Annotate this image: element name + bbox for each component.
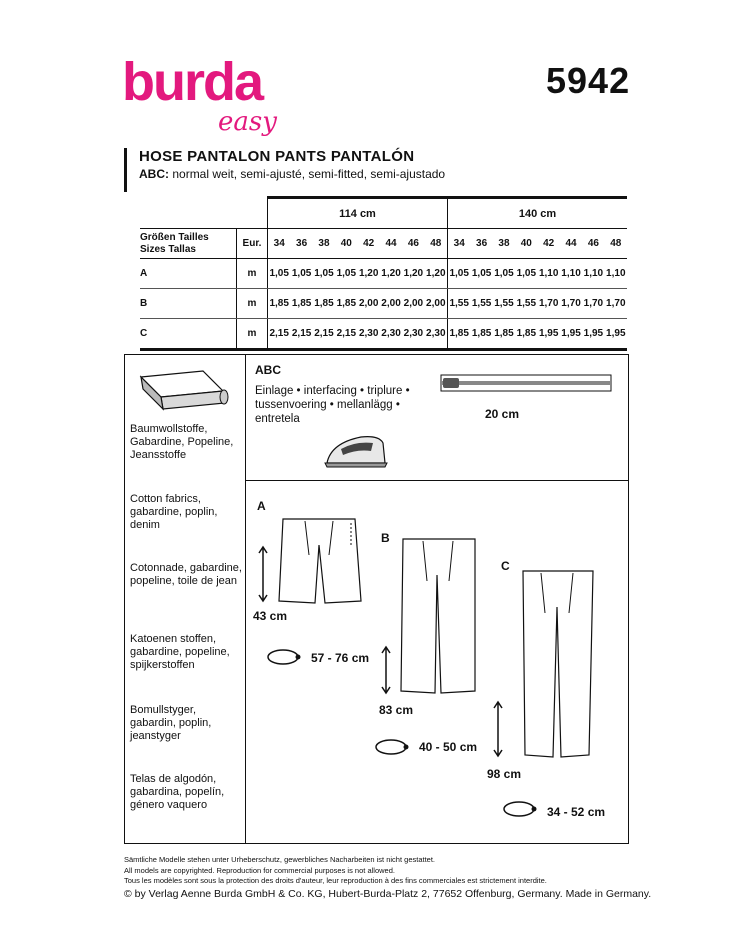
sizes-label-en-es: Sizes Tallas xyxy=(140,243,196,255)
hem-width-b: 40 - 50 cm xyxy=(419,740,478,754)
size-header-cell: 34 xyxy=(448,229,471,259)
yardage-cell: 1,05 xyxy=(448,259,471,289)
yardage-cell: 1,70 xyxy=(582,289,604,319)
yardage-cell: 2,30 xyxy=(381,328,401,339)
yardage-cell: 1,55 xyxy=(493,289,515,319)
svg-text:easy: easy xyxy=(218,107,277,137)
yardage-cell: 1,85 xyxy=(268,289,291,319)
zipper-length: 20 cm xyxy=(485,407,520,421)
horizontal-divider xyxy=(245,480,628,481)
yardage-cell: 2,00 xyxy=(380,289,402,319)
row-view-label: B xyxy=(140,289,237,319)
page-title: HOSE PANTALON PANTS PANTALÓN xyxy=(139,148,415,165)
size-header-cell: 40 xyxy=(335,229,357,259)
pattern-number: 5942 xyxy=(546,60,631,101)
yardage-cell: 2,30 xyxy=(426,328,446,339)
yardage-cell: 2,15 xyxy=(291,328,312,339)
yardage-cell: 1,55 xyxy=(470,289,492,319)
size-header-cell: 48 xyxy=(605,229,627,259)
size-header-cell: 42 xyxy=(538,229,560,259)
yardage-cell: 2,00 xyxy=(402,289,424,319)
table-row xyxy=(140,289,627,319)
svg-text:burda: burda xyxy=(122,52,263,112)
subtitle-views: ABC: xyxy=(139,167,169,181)
yardage-cell: 1,85 xyxy=(313,289,335,319)
yardage-cell: 1,85 xyxy=(516,328,537,339)
yardage-cell: 1,20 xyxy=(358,259,380,289)
interfacing-line: tussenvoering • mellanlägg • xyxy=(255,399,400,411)
yardage-cell: 2,15 xyxy=(314,328,334,339)
yardage-cell: 2,30 xyxy=(358,328,379,339)
hem-width-icon-b xyxy=(373,737,413,757)
yardage-cell: 1,05 xyxy=(470,259,492,289)
shorts-drawing-a xyxy=(275,515,365,607)
yardage-cell: 1,70 xyxy=(538,289,560,319)
length-b: 83 cm xyxy=(379,703,414,717)
yardage-cell: 1,85 xyxy=(335,289,357,319)
size-header-cell: 38 xyxy=(313,229,335,259)
interfacing-line: entretela xyxy=(255,413,300,425)
yardage-cell: 1,05 xyxy=(515,259,537,289)
yardage-cell: 2,15 xyxy=(336,328,357,339)
yardage-cell: 1,85 xyxy=(471,328,492,339)
yardage-cell: 1,05 xyxy=(335,259,357,289)
hem-width-a: 57 - 76 cm xyxy=(311,651,370,665)
fabric-sv: Bomullstyger, gabardin, poplin, jeanstyger xyxy=(130,704,212,742)
size-header-cell: 44 xyxy=(560,229,582,259)
yardage-cell: 2,00 xyxy=(425,289,448,319)
zipper-icon xyxy=(437,369,617,399)
length-arrow-a xyxy=(257,545,269,603)
copyright: © by Verlag Aenne Burda GmbH & Co. KG, Hubert-Burda-Platz 2, 77652 Offenburg, Germany. Made in Germany. xyxy=(124,888,652,900)
size-header-cell: 42 xyxy=(358,229,380,259)
yardage-cell: 1,95 xyxy=(606,328,626,339)
yardage-cell: 1,70 xyxy=(605,289,627,319)
size-header-cell: 36 xyxy=(290,229,312,259)
fabric-nl: Katoenen stoffen, gabardine, popeline, spijkerstoffen xyxy=(130,633,230,671)
sizes-label xyxy=(140,229,237,259)
yardage-cell: 1,05 xyxy=(268,259,291,289)
yardage-cell: 1,10 xyxy=(538,259,560,289)
hem-width-c: 34 - 52 cm xyxy=(547,805,606,819)
subtitle xyxy=(139,167,445,181)
yardage-cell: 1,55 xyxy=(448,289,471,319)
view-letter-c: C xyxy=(501,559,510,573)
iron-icon xyxy=(321,427,391,471)
fabric-fr: Cotonnade, gabardine, popeline, toile de jean xyxy=(130,562,242,587)
hem-width-icon-a xyxy=(265,647,305,667)
yardage-cell: 1,20 xyxy=(380,259,402,289)
yardage-cell: 1,85 xyxy=(494,328,514,339)
size-header-cell: 38 xyxy=(493,229,515,259)
fabric-de: Baumwollstoffe, Gabardine, Popeline, Jeansstoffe xyxy=(130,423,234,461)
yardage-cell: 1,05 xyxy=(313,259,335,289)
pants-drawing-b xyxy=(395,535,481,699)
fabric-width-140: 140 cm xyxy=(448,198,628,229)
size-header-cell: 46 xyxy=(402,229,424,259)
yardage-cell: 1,10 xyxy=(605,259,627,289)
yardage-cell: 1,95 xyxy=(583,328,604,339)
yardage-table xyxy=(140,196,627,351)
yardage-cell: 1,05 xyxy=(290,259,312,289)
fabric-en: Cotton fabrics, gabardine, poplin, denim xyxy=(130,493,218,531)
yardage-cell: 1,70 xyxy=(560,289,582,319)
length-arrow-c xyxy=(492,700,504,758)
yardage-cell: 1,85 xyxy=(448,319,471,350)
row-unit: m xyxy=(237,319,268,350)
interfacing-line: Einlage • interfacing • triplure • xyxy=(255,385,410,397)
size-header-cell: 44 xyxy=(380,229,402,259)
vertical-divider xyxy=(245,355,246,843)
yardage-cell: 2,00 xyxy=(358,289,380,319)
fabric-and-views-panel xyxy=(124,354,629,844)
fabric-roll-icon xyxy=(133,363,233,411)
fabric-width-114: 114 cm xyxy=(268,198,448,229)
row-unit: m xyxy=(237,289,268,319)
yardage-cell: 1,95 xyxy=(561,328,581,339)
yardage-cell: 2,15 xyxy=(268,319,291,350)
yardage-cell: 1,10 xyxy=(560,259,582,289)
length-arrow-b xyxy=(380,645,392,695)
table-row xyxy=(140,319,627,350)
view-letter-a: A xyxy=(257,499,266,513)
legal-line-fr: Tous les modèles sont sous la protection des droits d'auteur, leur reproduction à des fins commerciales est strictement interdite. xyxy=(124,876,547,885)
eur-label: Eur. xyxy=(237,229,268,259)
length-a: 43 cm xyxy=(253,609,288,623)
fabric-es: Telas de algodón, gabardina, popelín, género vaquero xyxy=(130,773,225,811)
yardage-cell: 1,20 xyxy=(402,259,424,289)
legal-line-en: All models are copyrighted. Reproduction for commercial purposes is not allowed. xyxy=(124,865,395,875)
row-unit: m xyxy=(237,259,268,289)
interfacing-text xyxy=(255,384,410,426)
size-header-cell: 40 xyxy=(515,229,537,259)
notions-views: ABC xyxy=(255,363,281,377)
length-c: 98 cm xyxy=(487,767,522,781)
subtitle-fit: normal weit, semi-ajusté, semi-fitted, semi-ajustado xyxy=(172,167,446,181)
row-view-label: C xyxy=(140,328,148,339)
size-header-cell: 36 xyxy=(470,229,492,259)
size-header-cell: 34 xyxy=(268,229,291,259)
view-letter-b: B xyxy=(381,531,390,545)
burda-easy-logo xyxy=(122,52,292,142)
sizes-label-de-fr: Größen Tailles xyxy=(140,231,209,243)
hem-width-icon-c xyxy=(501,799,541,819)
yardage-cell: 1,95 xyxy=(538,328,559,339)
title-block xyxy=(124,148,445,192)
yardage-cell: 1,20 xyxy=(425,259,448,289)
yardage-cell: 1,10 xyxy=(582,259,604,289)
table-row xyxy=(140,259,627,289)
yardage-cell: 2,30 xyxy=(403,328,424,339)
size-header-cell: 46 xyxy=(582,229,604,259)
pants-drawing-c xyxy=(515,567,601,763)
yardage-cell: 1,55 xyxy=(515,289,537,319)
yardage-cell: 1,05 xyxy=(493,259,515,289)
legal-notice xyxy=(124,855,547,887)
legal-line-de: Sämtliche Modelle stehen unter Urheberschutz, gewerbliches Nacharbeiten ist nicht gestattet. xyxy=(124,855,435,864)
yardage-cell: 1,85 xyxy=(290,289,312,319)
row-view-label: A xyxy=(140,259,237,289)
size-header-cell: 48 xyxy=(425,229,448,259)
